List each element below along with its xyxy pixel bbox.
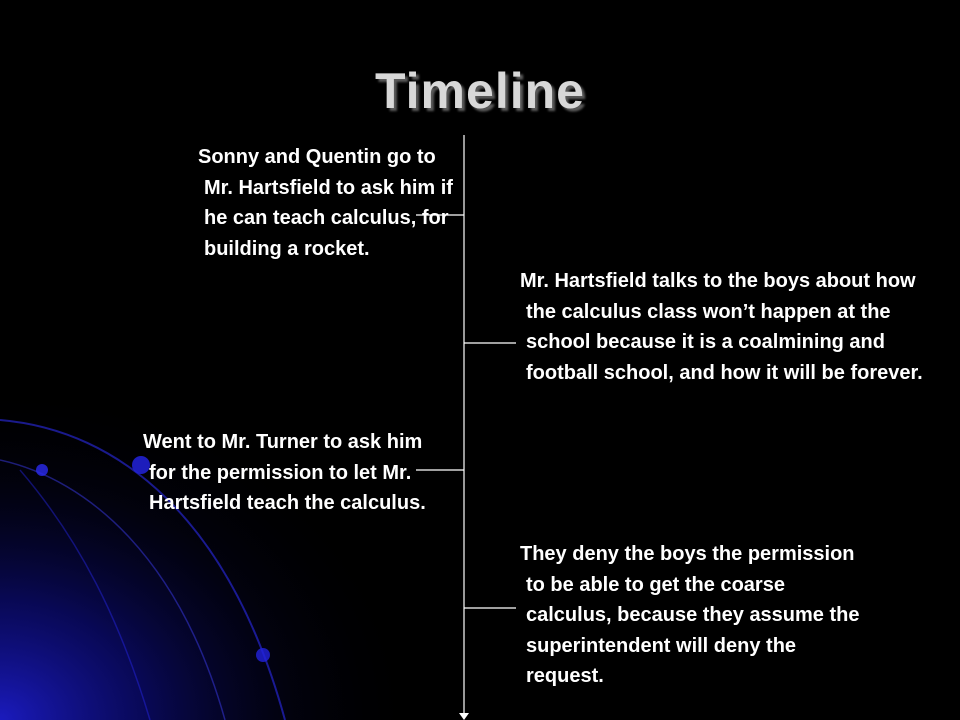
orb-2 <box>36 464 48 476</box>
timeline-event-4: They deny the boys the permission to be able to get the coarse calculus, because they assume the superintendent will deny the request. <box>520 543 860 687</box>
timeline-event-1: Sonny and Quentin go to Mr. Hartsfield to ask him if he can teach calculus, for building a rocket. <box>198 146 453 260</box>
timeline-event-2: Mr. Hartsfield talks to the boys about how the calculus class won’t happen at the school because it is a coalmining and football school, and how it will be forever. <box>520 270 923 384</box>
orb-3 <box>256 648 270 662</box>
timeline-event-3: Went to Mr. Turner to ask him for the permission to let Mr. Hartsfield teach the calculus. <box>143 431 426 514</box>
timeline-arrowhead <box>459 713 469 720</box>
slide-title: Timeline <box>375 63 585 119</box>
